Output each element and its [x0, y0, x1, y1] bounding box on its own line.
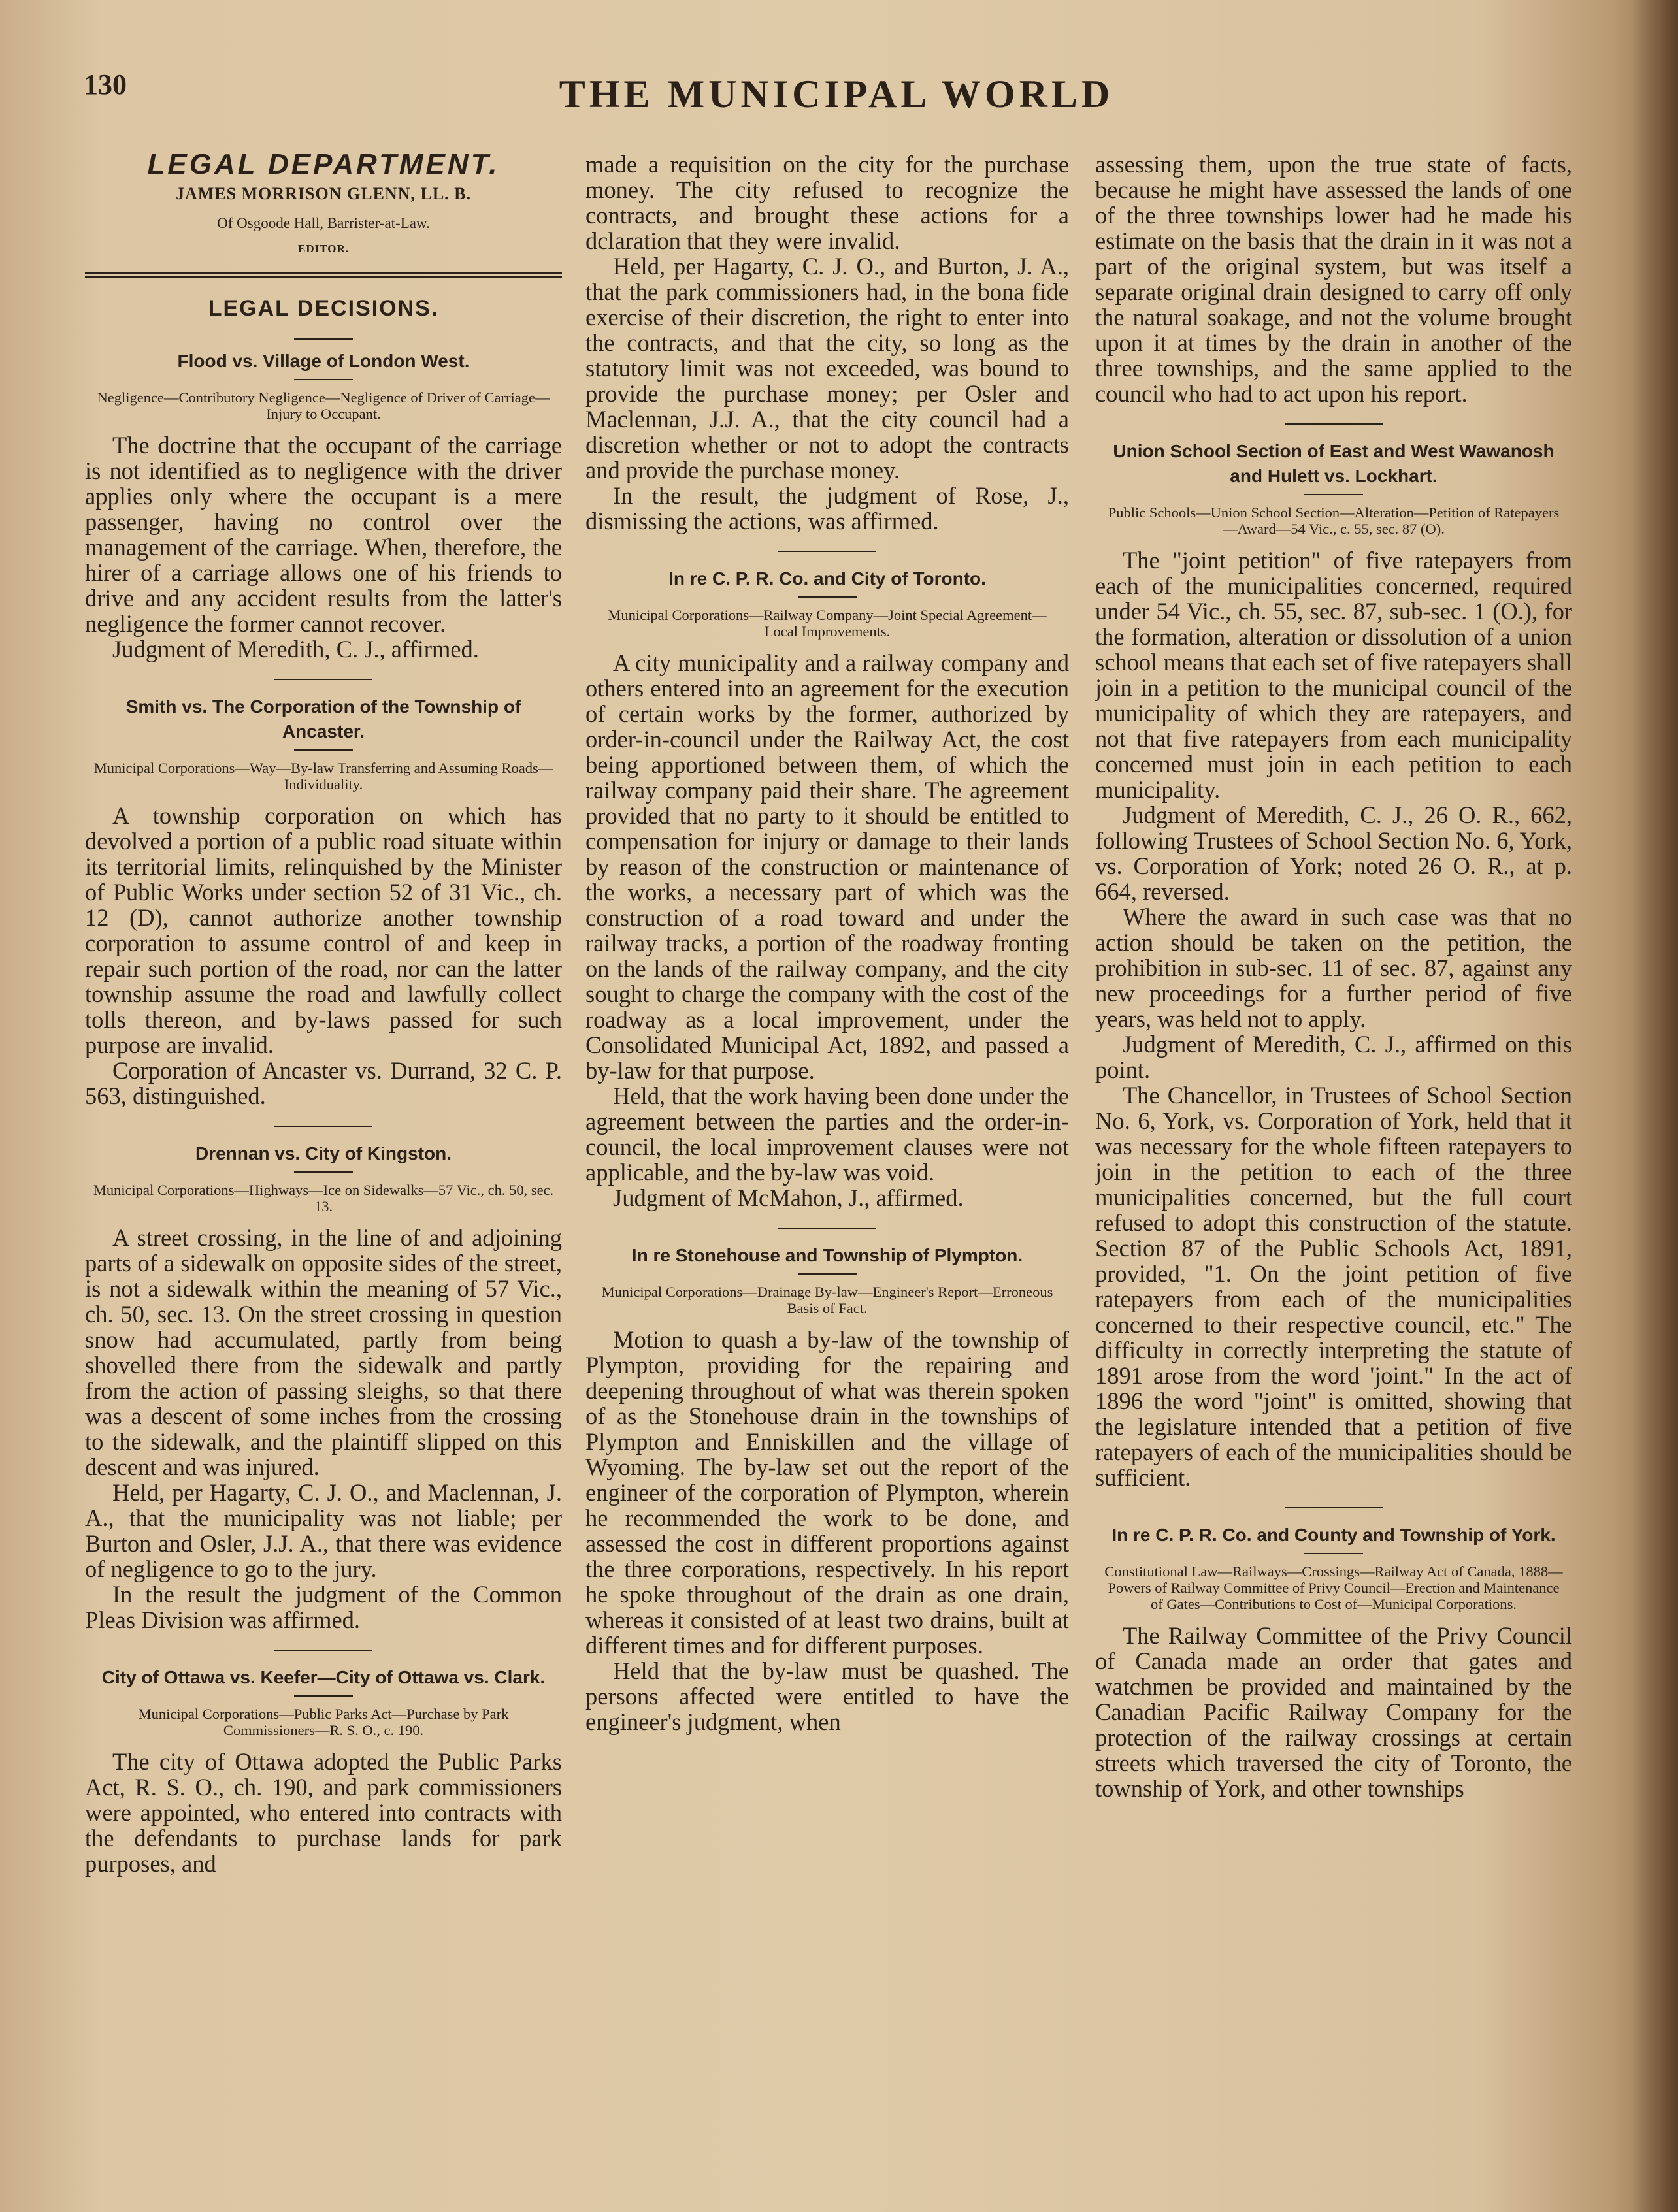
divider [294, 338, 353, 340]
case-paragraph: The city of Ottawa adopted the Public Parks Act, R. S. O., ch. 190, and park commissioners were appointed, who entered into contracts with the defendants to purchase lands for park purposes, and [85, 1748, 562, 1877]
divider [1304, 1553, 1363, 1554]
case-paragraph: In the result the judgment of the Common Pleas Division was affirmed. [85, 1581, 562, 1633]
column-3 [1095, 152, 1572, 2190]
divider [294, 379, 353, 380]
case-paragraph: A city municipality and a railway company and others entered into an agreement for the execution of certain works by the former, authorized by order-in-council under the Railway Act, the cost being apportioned between them, of which the railway company paid their share. The agreement provided that no party to it should be entitled to compensation for injury or damage to their lands by reason of the construction or maintenance of the works, a necessary part of which was the construction of a road toward and under the railway tracks, a portion of the roadway fronting on the lands of the railway company, and the city sought to charge the company with the cost of the roadway as a local improvement, under the Consolidated Municipal Act, 1892, and passed a by-law for that purpose. [585, 649, 1069, 1084]
divider [294, 1171, 353, 1173]
case-paragraph: The Railway Committee of the Privy Council of Canada made an order that gates and watchmen be provided and maintained by the Canadian Pacific Railway Company for the protection of the railway crossings at certain streets which traversed the city of Toronto, the township of York, and other townships [1095, 1622, 1572, 1802]
case-title: Drennan vs. City of Kingston. [195, 1143, 452, 1163]
masthead-title: THE MUNICIPAL WORLD [559, 73, 1114, 116]
case-title: In re C. P. R. Co. and City of Toronto. [668, 568, 986, 589]
case-paragraph: Judgment of McMahon, J., affirmed. [613, 1184, 964, 1211]
divider [274, 679, 372, 680]
case-title: Union School Section of East and West Wawanosh and Hulett vs. Lockhart. [1113, 441, 1555, 486]
case-headnote: Municipal Corporations—Highways—Ice on Sidewalks—57 Vic., ch. 50, sec. 13. [93, 1182, 554, 1214]
divider [798, 596, 857, 598]
case-headnote: Municipal Corporations—Railway Company—Joint Special Agreement—Local Improvements. [608, 607, 1047, 640]
divider [778, 1228, 876, 1229]
editor-label: EDITOR. [297, 242, 349, 255]
divider [274, 1650, 372, 1651]
section-heading: LEGAL DECISIONS. [208, 296, 439, 321]
case-paragraph: Corporation of Ancaster vs. Durrand, 32 C. P. 563, distinguished. [85, 1057, 562, 1109]
case-paragraph: In the result, the judgment of Rose, J., dismissing the actions, was affirmed. [585, 482, 1069, 534]
case-headnote: Constitutional Law—Railways—Crossings—Railway Act of Canada, 1888—Powers of Railway Committee of Privy Council—Erection and Maintenance of Gates—Contributions to Cost of—Municipal Corporations. [1104, 1563, 1563, 1612]
case-headnote: Municipal Corporations—Drainage By-law—Engineer's Report—Erroneous Basis of Fact. [601, 1284, 1053, 1316]
department-title: LEGAL DEPARTMENT. [147, 152, 500, 180]
double-rule [85, 272, 562, 278]
divider [294, 1695, 353, 1697]
case-paragraph: made a requisition on the city for the purchase money. The city refused to recognize the contracts, and brought these actions for a dclaration that they were invalid. [585, 152, 1069, 254]
case-headnote: Public Schools—Union School Section—Alteration—Petition of Ratepayers—Award—54 Vic., c. 55, sec. 87 (O). [1108, 504, 1560, 537]
case-paragraph: assessing them, upon the true state of facts, because he might have assessed the lands of one of the three townships lower had he made his estimate on the basis that the drain in it was not a part of the original system, but was itself a separate original drain designed to carry off only the natural soakage, and not the volume brought upon it at times by the drain in another of the three townships, and the same applied to the council who had to act upon his report. [1095, 152, 1572, 407]
column-2 [585, 152, 1069, 2190]
case-paragraph: The "joint petition" of five ratepayers from each of the municipalities concerned, required under 54 Vic., ch. 55, sec. 87, sub-sec. 1 (O.), for the formation, alteration or dissolution of a union school means that each set of five ratepayers shall join in a petition to the municipal council of the municipality of which they are ratepayers, and not that five ratepayers from each municipality concerned must join in each petition to each municipality. [1095, 547, 1572, 803]
divider [1304, 494, 1363, 495]
case-headnote: Municipal Corporations—Public Parks Act—Purchase by Park Commissioners—R. S. O., c. 190. [138, 1706, 509, 1738]
case-title: Flood vs. Village of London West. [177, 351, 470, 371]
case-paragraph: Where the award in such case was that no action should be taken on the petition, the prohibition in sub-sec. 11 of sec. 87, against any new proceedings for a further period of five years, was held not to apply. [1095, 903, 1572, 1032]
editor-location: Of Osgoode Hall, Barrister-at-Law. [217, 215, 430, 231]
case-paragraph: Judgment of Meredith, C. J., affirmed on this point. [1095, 1031, 1572, 1083]
case-headnote: Municipal Corporations—Way—By-law Transferring and Assuming Roads—Individuality. [93, 760, 553, 792]
case-paragraph: Judgment of Meredith, C. J., affirmed. [112, 636, 479, 662]
book-spine-shadow [1632, 0, 1678, 2212]
editor-name: JAMES MORRISON GLENN, LL. B. [176, 184, 471, 203]
divider [798, 1273, 857, 1275]
column-1 [85, 152, 562, 2190]
case-headnote: Negligence—Contributory Negligence—Negligence of Driver of Carriage—Injury to Occupant. [97, 389, 550, 422]
divider [294, 749, 353, 751]
case-paragraph: Held, per Hagarty, C. J. O., and Maclennan, J. A., that the municipality was not liable; per Burton and Osler, J.J. A., that there was evidence of negligence to go to the jury. [85, 1479, 562, 1582]
divider [1285, 1507, 1383, 1508]
divider [1285, 423, 1383, 425]
divider [274, 1126, 372, 1127]
case-paragraph: The Chancellor, in Trustees of School Section No. 6, York, vs. Corporation of York, held that it was necessary for the whole fifteen ratepayers to join in the petition to each of the three municipalities concerned, but the full court refused to adopt this construction of the statute. Section 87 of the Public Schools Act, 1891, provided, "1. On the joint petition of five ratepayers from each of the municipalities concerned to their respective council, etc." The difficulty in correctly interpreting the statute of 1891 arose from the word 'joint." In the act of 1896 the word "joint" is omitted, showing that the legislature intended that a petition of five ratepayers of each of the municipalities should be sufficient. [1095, 1082, 1572, 1491]
case-paragraph: A township corporation on which has devolved a portion of a public road situate within its territorial limits, relinquished by the Minister of Public Works under section 52 of 31 Vic., ch. 12 (D), cannot authorize another township corporation to assume control of and keep in repair such portion of the road, nor can the latter township assume the road and lawfully collect tolls thereon, and by-laws passed for such purpose are invalid. [85, 802, 562, 1058]
page-number: 130 [84, 69, 127, 101]
case-title: Smith vs. The Corporation of the Township of Ancaster. [125, 696, 521, 741]
case-paragraph: The doctrine that the occupant of the carriage is not identified as to negligence with the driver applies only where the occupant is a mere passenger, having no control over the management of the carriage. When, therefore, the hirer of a carriage allows one of his friends to drive and any accident results from the latter's negligence the former cannot recover. [85, 432, 562, 637]
case-title: City of Ottawa vs. Keefer—City of Ottawa vs. Clark. [101, 1667, 546, 1687]
case-paragraph: Judgment of Meredith, C. J., 26 O. R., 662, following Trustees of School Section No. 6, York, vs. Corporation of York; noted 26 O. R., at p. 664, reversed. [1095, 802, 1572, 905]
case-title: In re C. P. R. Co. and County and Township of York. [1111, 1525, 1556, 1545]
case-paragraph: Held, per Hagarty, C. J. O., and Burton, J. A., that the park commissioners had, in the bona fide exercise of their discretion, the right to enter into the contracts, and that the city, so long as the statutory limit was not exceeded, was bound to provide the purchase money; per Osler and Maclennan, J.J. A., that the city council had a discretion whether or not to adopt the contracts and provide the purchase money. [585, 253, 1069, 483]
divider [778, 551, 876, 552]
case-title: In re Stonehouse and Township of Plympton. [631, 1245, 1023, 1265]
case-paragraph: A street crossing, in the line of and adjoining parts of a sidewalk on opposite sides of the street, is not a sidewalk within the meaning of 57 Vic., ch. 50, sec. 13. On the street crossing in question snow had accumulated, partly from being shovelled there from the sidewalk and partly from the action of passing sleighs, so that there was a descent of some inches from the crossing to the sidewalk, and the plaintiff slipped on this descent and was injured. [85, 1224, 562, 1480]
case-paragraph: Motion to quash a by-law of the township of Plympton, providing for the repairing and deepening throughout of what was therein spoken of as the Stonehouse drain in the townships of Plympton and Enniskillen and the village of Wyoming. The by-law set out the report of the engineer of the corporation of Plympton, wherein he recommended the work to be done, and assessed the cost in different proportions against the three corporations, respectively. In his report he spoke throughout of the drain as one drain, whereas it consisted of at least two drains, built at different times and for different purposes. [585, 1326, 1069, 1659]
case-paragraph: Held that the by-law must be quashed. The persons affected were entitled to have the engineer's judgment, when [585, 1657, 1069, 1735]
case-paragraph: Held, that the work having been done under the agreement between the parties and the order-in-council, the local improvement clauses were not applicable, and the by-law was void. [585, 1082, 1069, 1186]
